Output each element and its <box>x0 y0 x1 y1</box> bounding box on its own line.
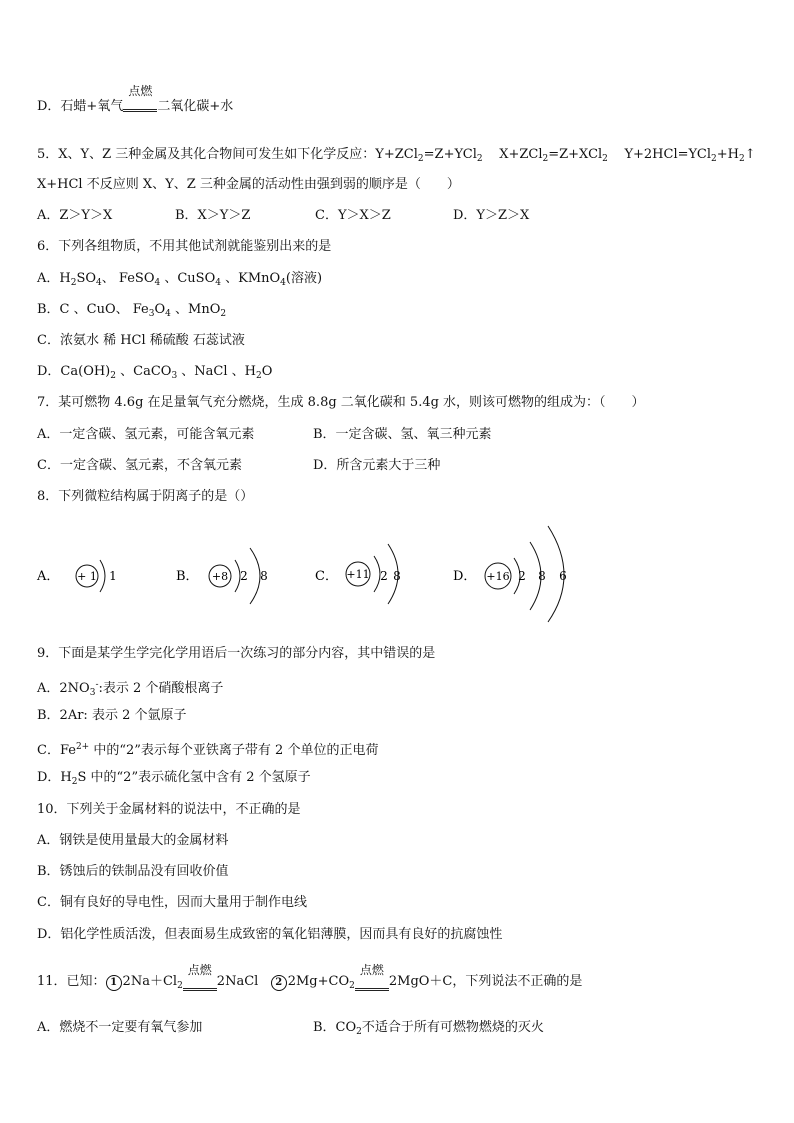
circled-number-1: 1 <box>106 975 122 991</box>
q7-option-d: D．所含元素大于三种 <box>313 458 441 473</box>
q5-reaction-1: Y+ZCl$_2$=Z+YCl$_2$ <box>375 147 483 164</box>
q5-option-c: C．Y＞X＞Z <box>315 208 391 223</box>
atom-structure-c <box>346 544 401 604</box>
shell-b-2: 8 <box>260 569 268 583</box>
atom-structure-a <box>76 560 117 592</box>
shell-c-2: 8 <box>393 569 401 583</box>
q4-d-prefix: D．石蜡+氧气 <box>37 99 124 114</box>
q10-option-c: C．铜有良好的导电性，因而大量用于制作电线 <box>37 895 307 910</box>
q6-option-c: C．浓氨水 稀 HCl 稀硫酸 石蕊试液 <box>37 333 245 348</box>
q8-atom-diagrams <box>0 520 794 630</box>
q5-reaction-3: $Y+2HCl=YCl_2+H_2↑$ <box>624 147 756 164</box>
reaction-arrow <box>123 101 157 112</box>
shell-b-1: 2 <box>240 569 248 583</box>
q5-reaction-2: X+ZCl$_2$=Z+XCl$_2$ <box>499 147 608 164</box>
shell-a-1: 1 <box>109 569 117 583</box>
q8-label-a: A． <box>37 569 60 584</box>
q4-d-suffix: 二氧化碳+水 <box>157 99 234 114</box>
atom-structure-d <box>485 526 567 622</box>
q11-stem: 11．已知： 1 $2Na+Cl_2$ 点燃 2NaCl 2 $2Mg+CO_2$ 点燃 2MgO＋C，下列说法不正确的是 <box>37 973 582 995</box>
q9-stem: 9．下面是某学生学完化学用语后一次练习的部分内容，其中错误的是 <box>37 646 436 661</box>
q5-stem-text: 5．X、Y、Z 三种金属及其化合物间可发生如下化学反应： <box>37 147 376 162</box>
q10-option-b: B．锈蚀后的铁制品没有回收价值 <box>37 864 229 879</box>
q8-stem: 8．下列微粒结构属于阴离子的是（） <box>37 489 254 504</box>
q5-option-a: A．Z＞Y＞X <box>37 208 113 223</box>
q7-option-a: A．一定含碳、氢元素，可能含氧元素 <box>37 427 255 442</box>
q5-option-d: D．Y＞Z＞X <box>453 208 530 223</box>
circled-number-2: 2 <box>271 975 287 991</box>
q10-option-a: A．钢铁是使用量最大的金属材料 <box>37 833 229 848</box>
nucleus-a: + 1 <box>77 570 97 583</box>
shell-c-1: 2 <box>380 569 388 583</box>
q10-stem: 10．下列关于金属材料的说法中，不正确的是 <box>37 802 301 817</box>
q6-option-d: D．$Ca(OH)_2$ 、CaCO$_3$ 、NaCl 、$H_2O$ <box>37 364 273 381</box>
reaction-condition <box>123 84 157 116</box>
q5-option-b: B．X＞Y＞Z <box>175 208 251 223</box>
shell-d-1: 2 <box>518 569 526 583</box>
q10-option-d: D．铝化学性质活泼，但表面易生成致密的氧化铝薄膜，因而具有良好的抗腐蚀性 <box>37 927 503 942</box>
q6-stem: 6．下列各组物质，不用其他试剂就能鉴别出来的是 <box>37 239 332 254</box>
q5-stem-line2: X+HCl 不反应则 X、Y、Z 三种金属的活动性由强到弱的顺序是（ ） <box>37 177 460 192</box>
q8-label-c: C． <box>315 569 338 584</box>
q11-option-a: A．燃烧不一定要有氧气参加 <box>37 1020 203 1035</box>
q8-label-d: D． <box>453 569 477 584</box>
q9-option-b: B．2Ar: 表示 2 个氩原子 <box>37 708 187 723</box>
shell-d-2: 8 <box>538 569 546 583</box>
q7-option-c: C．一定含碳、氢元素，不含氧元素 <box>37 458 242 473</box>
q7-option-b: B．一定含碳、氢、氧三种元素 <box>313 427 492 442</box>
q6-option-b: B．C 、CuO、 $Fe_3O_4$ 、MnO$_2$ <box>37 302 227 319</box>
reaction-condition-1: 点燃 <box>183 977 217 995</box>
atom-structure-b <box>209 548 268 604</box>
condition-label: 点燃 <box>128 84 153 98</box>
q9-option-c: C．$Fe^{2+}$ 中的“2”表示每个亚铁离子带有 2 个单位的正电荷 <box>37 742 379 758</box>
q6-option-a: A．$H_2SO_4$、 FeSO$_4$ 、CuSO$_4$ 、KMnO$_4$(溶液) <box>37 271 323 288</box>
nucleus-d: +16 <box>486 570 510 583</box>
nucleus-c: +11 <box>346 568 370 581</box>
q7-stem: 7．某可燃物 4.6g 在足量氧气充分燃烧，生成 8.8g 二氧化碳和 5.4g 水，则该可燃物的组成为：（ ） <box>37 395 645 410</box>
q11-option-b: B．$CO_2$不适合于所有可燃物燃烧的灭火 <box>313 1020 544 1037</box>
shell-d-3: 6 <box>559 569 567 583</box>
q4-option-d <box>37 84 234 116</box>
q9-option-d: D．$H_2S$ 中的“2”表示硫化氢中含有 2 个氢原子 <box>37 770 311 787</box>
reaction-condition-2: 点燃 <box>355 977 389 995</box>
q8-label-b: B． <box>176 569 199 584</box>
q5-stem <box>37 146 756 168</box>
nucleus-b: +8 <box>211 570 229 583</box>
q9-option-a: A．$2NO_3^-$:表示 2 个硝酸根离子 <box>37 680 224 698</box>
